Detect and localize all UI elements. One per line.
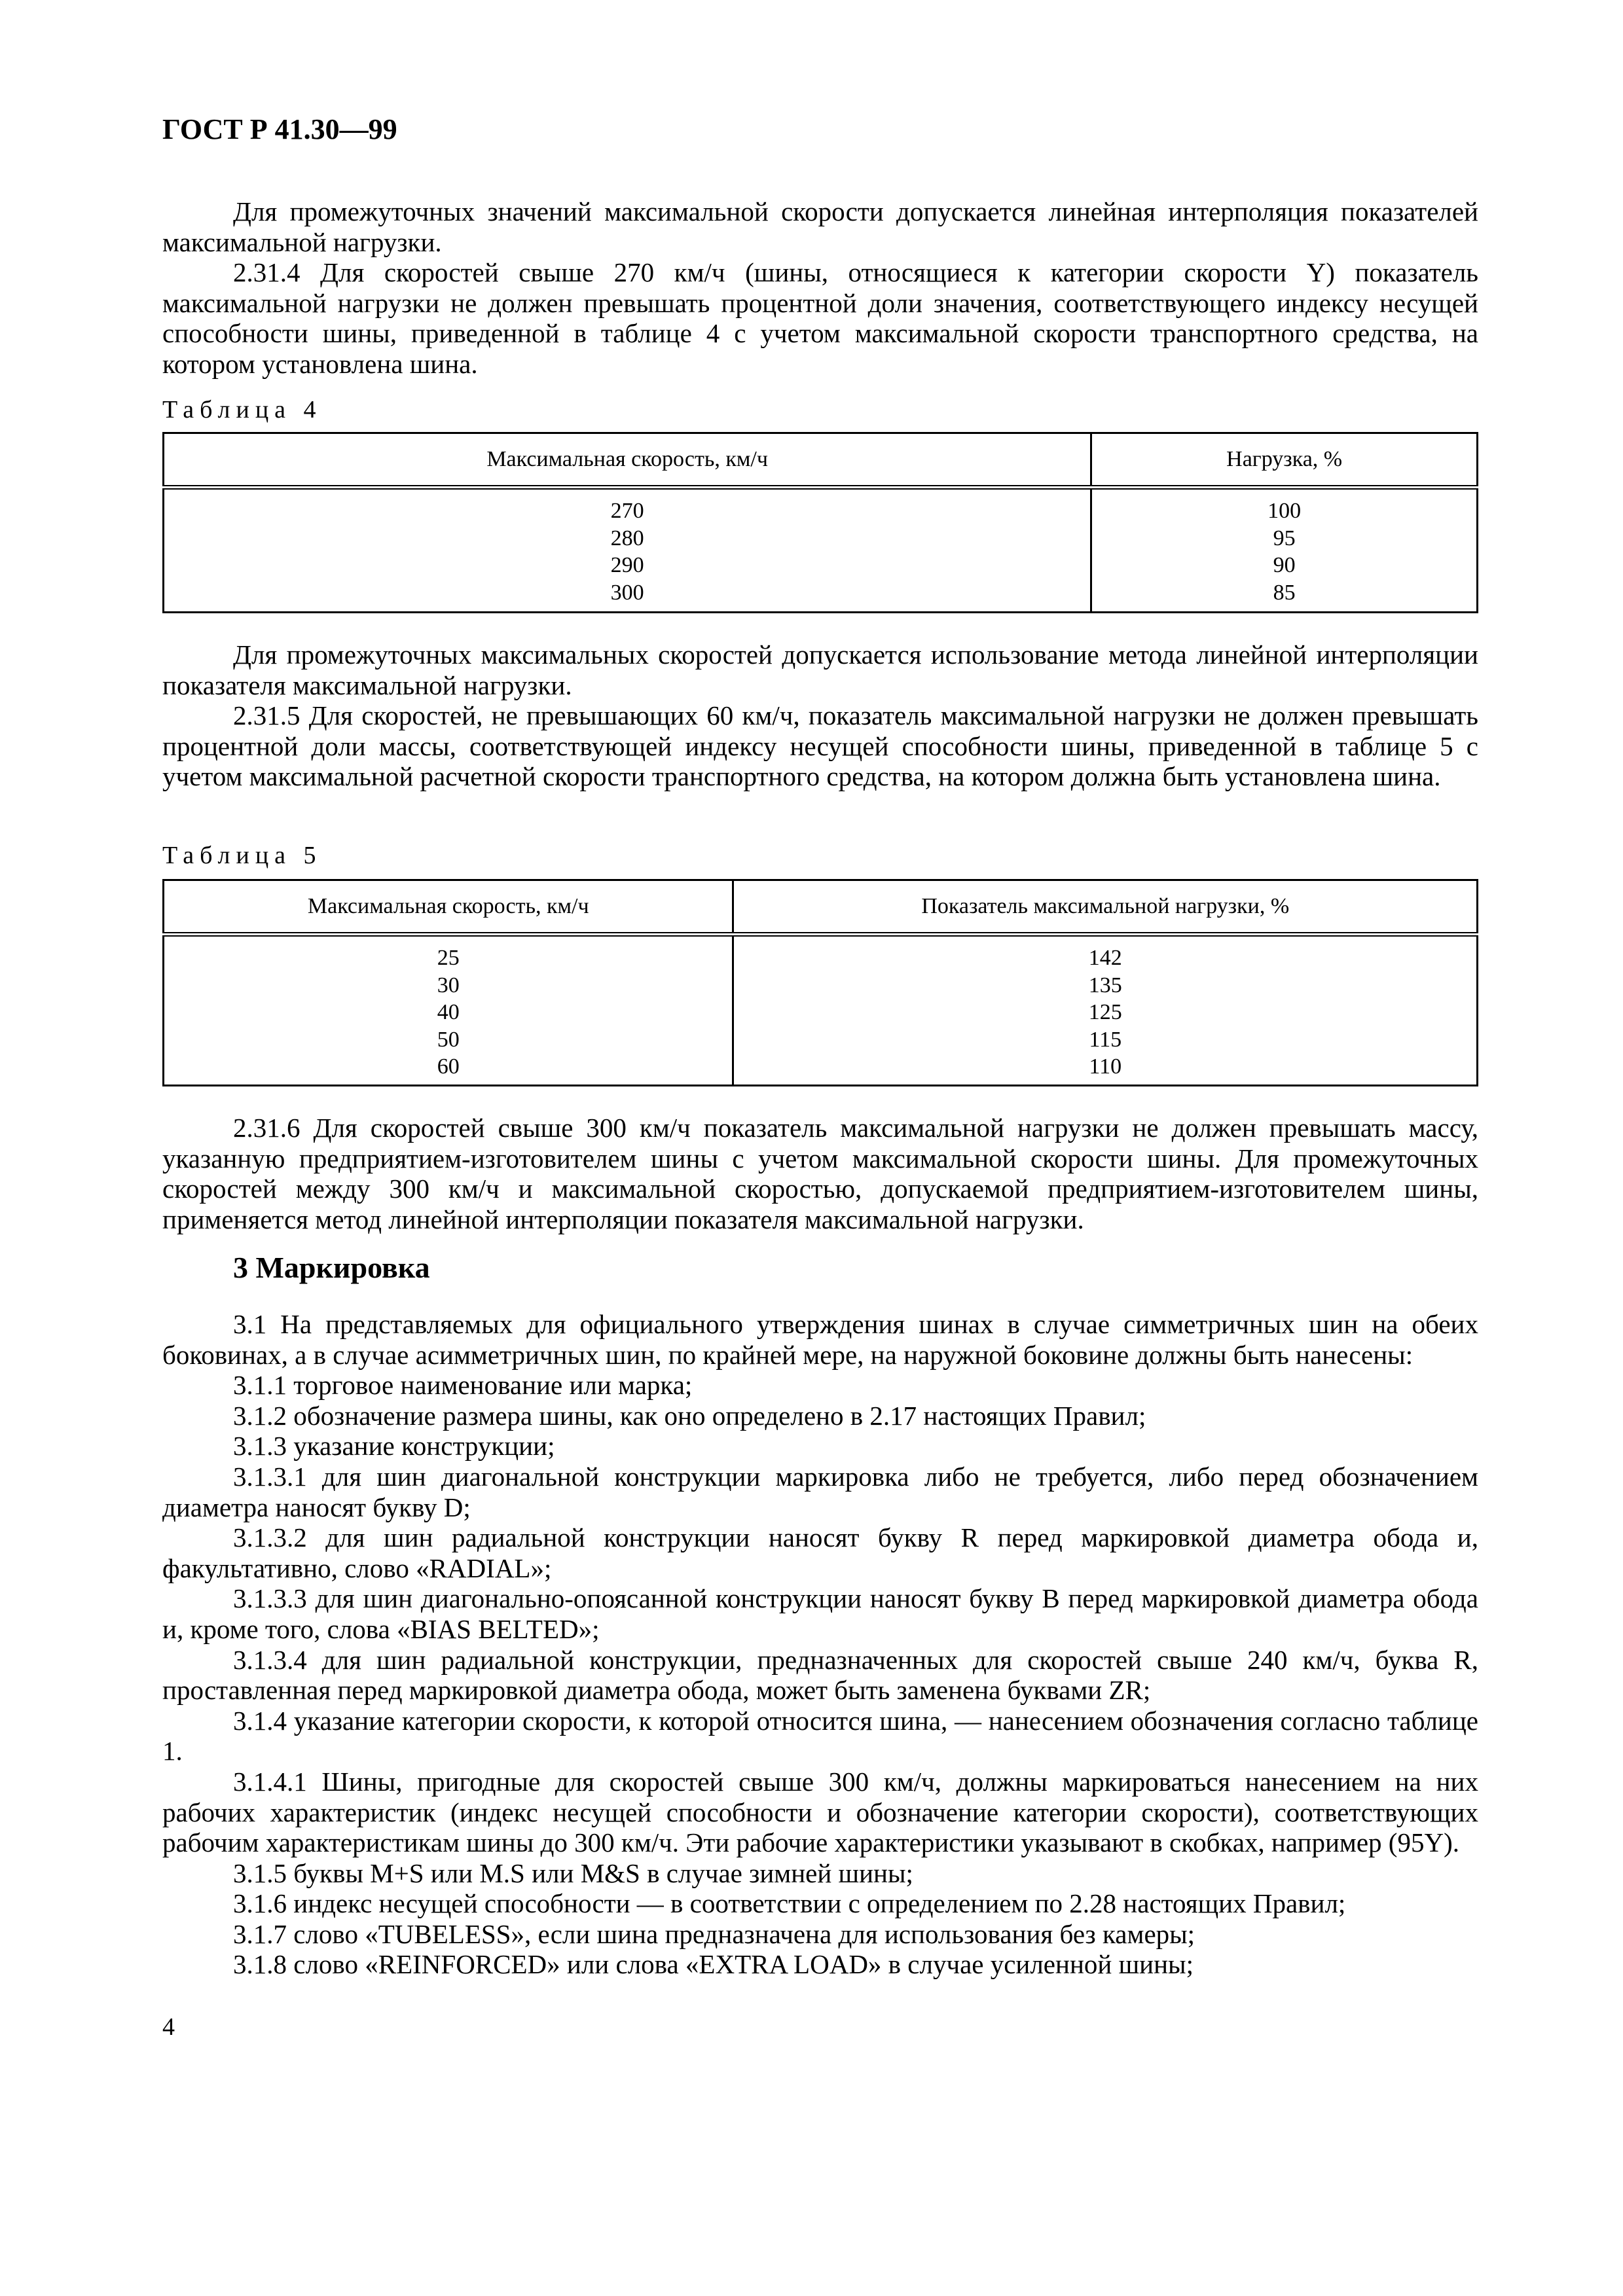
table-header: Максимальная скорость, км/ч	[164, 880, 733, 935]
table-header: Показатель максимальной нагрузки, %	[733, 880, 1478, 935]
table-cell: 270 280 290 300	[164, 488, 1091, 613]
page-number: 4	[162, 2013, 175, 2041]
paragraph: 3.1.3.4 для шин радиальной конструкции, предназначенных для скоростей свыше 240 км/ч, буква R, проставленная перед маркировкой диаметра обода, может быть заменена буквами ZR;	[162, 1644, 1478, 1706]
text-block-2	[162, 639, 1478, 792]
paragraph: 2.31.4 Для скоростей свыше 270 км/ч (шины, относящиеся к категории скорости Y) показатель максимальной нагрузки не должен превышать процентной доли значения, соответствующего индексу несущей способности шины, приведенной в таблице 4 с учетом максимальной скорости транспортного средства, на котором установлена шина.	[162, 257, 1478, 379]
section-heading: 3 Маркировка	[233, 1251, 430, 1284]
paragraph: 3.1.7 слово «TUBELESS», если шина предназначена для использования без камеры;	[233, 1918, 1195, 1949]
paragraph: 3.1.3.1 для шин диагональной конструкции маркировка либо не требуется, либо перед обозначением диаметра наносят букву D;	[162, 1461, 1478, 1522]
paragraph: 3.1.3 указание конструкции;	[233, 1431, 555, 1462]
paragraph: 2.31.6 Для скоростей свыше 300 км/ч показатель максимальной нагрузки не должен превышать массу, указанную предприятием-изготовителем шины с учетом максимальной скорости шины. Для промежуточных скоростей между 300 км/ч и максимальной скоростью, допускаемой предприятием-изготовителем шины, применяется метод линейной интерполяции показателя максимальной нагрузки.	[162, 1113, 1478, 1234]
paragraph: 3.1.5 буквы M+S или M.S или M&S в случае зимней шины;	[233, 1857, 913, 1888]
text-block-1	[162, 196, 1478, 380]
paragraph: 3.1.4.1 Шины, пригодные для скоростей свыше 300 км/ч, должны маркироваться нанесением на них рабочих характеристик (индекс несущей способности и обозначение категории скорости), соответствующих рабочим характеристикам шины до 300 км/ч. Эти рабочие характеристики указывают в скобках, например (95Y).	[162, 1766, 1478, 1858]
table-header: Нагрузка, %	[1091, 433, 1478, 488]
table-header: Максимальная скорость, км/ч	[164, 433, 1091, 488]
paragraph: 3.1.2 обозначение размера шины, как оно определено в 2.17 настоящих Правил;	[233, 1400, 1146, 1431]
paragraph: Для промежуточных максимальных скоростей допускается использование метода линейной интерполяции показателя максимальной нагрузки.	[162, 639, 1478, 700]
paragraph: Для промежуточных значений максимальной скорости допускается линейная интерполяция показателей максимальной нагрузки.	[162, 196, 1478, 257]
text-block-3	[162, 1113, 1478, 1234]
table-4-caption: Таблица 4	[162, 396, 322, 423]
paragraph: 2.31.5 Для скоростей, не превышающих 60 км/ч, показатель максимальной нагрузки не должен превышать процентной доли массы, соответствующей индексу несущей способности шины, приведенной в таблице 5 с учетом максимальной расчетной скорости транспортного средства, на котором должна быть установлена шина.	[162, 700, 1478, 792]
text-block-4	[162, 1309, 1478, 1980]
table-cell: 25 30 40 50 60	[164, 935, 733, 1086]
paragraph: 3.1.1 торговое наименование или марка;	[233, 1370, 693, 1401]
document-header: ГОСТ Р 41.30—99	[162, 113, 397, 145]
table-5	[162, 879, 1478, 1086]
paragraph: 3.1.6 индекс несущей способности — в соответствии с определением по 2.28 настоящих Правил;	[233, 1888, 1346, 1919]
paragraph: 3.1 На представляемых для официального утверждения шинах в случае симметричных шин на обеих боковинах, а в случае асимметричных шин, по крайней мере, на наружной боковине должны быть нанесены:	[162, 1309, 1478, 1370]
table-cell: 142 135 125 115 110	[733, 935, 1478, 1086]
table-cell: 100 95 90 85	[1091, 488, 1478, 613]
paragraph: 3.1.8 слово «REINFORCED» или слова «EXTRA LOAD» в случае усиленной шины;	[233, 1949, 1194, 1980]
table-5-caption: Таблица 5	[162, 842, 322, 869]
paragraph: 3.1.4 указание категории скорости, к которой относится шина, — нанесением обозначения согласно таблице 1.	[162, 1705, 1478, 1767]
table-4	[162, 432, 1478, 613]
paragraph: 3.1.3.2 для шин радиальной конструкции наносят букву R перед маркировкой диаметра обода и, факультативно, слово «RADIAL»;	[162, 1522, 1478, 1583]
paragraph: 3.1.3.3 для шин диагонально-опоясанной конструкции наносят букву B перед маркировкой диаметра обода и, кроме того, слова «BIAS BELTED»;	[162, 1583, 1478, 1644]
